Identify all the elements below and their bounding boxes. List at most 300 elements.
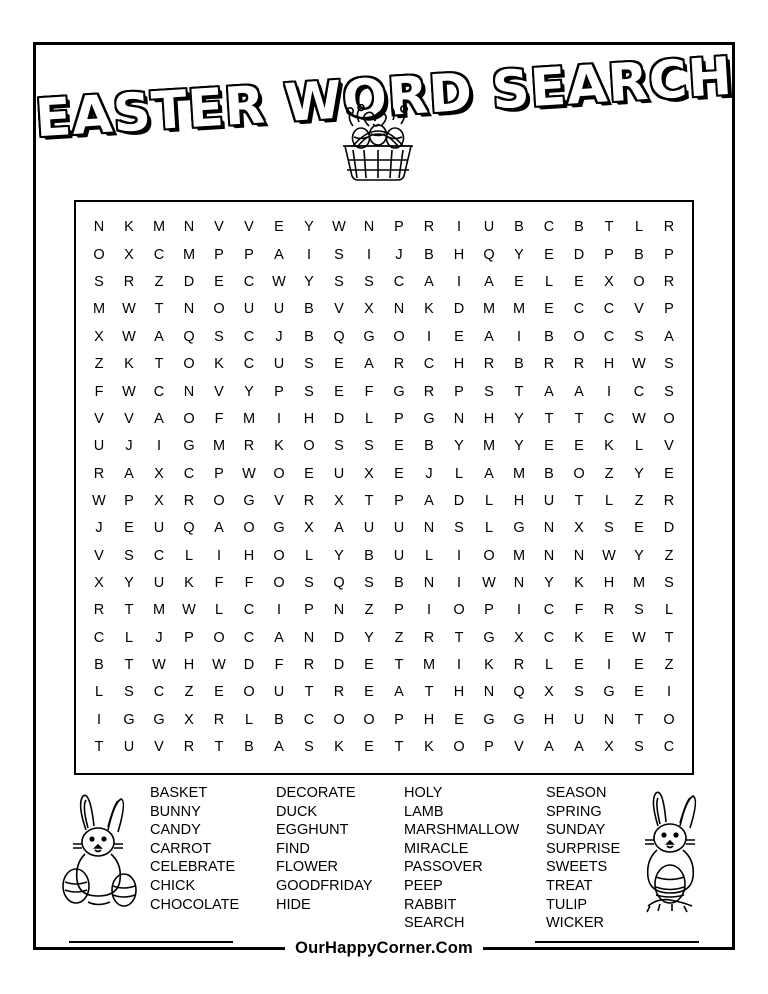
- grid-letter[interactable]: L: [544, 657, 554, 674]
- grid-letter[interactable]: M: [512, 465, 526, 482]
- grid-letter[interactable]: U: [333, 465, 345, 482]
- word-list-item[interactable]: WICKER: [546, 915, 604, 932]
- grid-letter[interactable]: O: [573, 465, 585, 482]
- word-list-item[interactable]: FLOWER: [276, 859, 339, 876]
- grid-letter[interactable]: K: [124, 356, 134, 373]
- word-list-item[interactable]: MARSHMALLOW: [404, 822, 520, 839]
- grid-letter[interactable]: M: [152, 219, 166, 236]
- word-list-item[interactable]: TREAT: [546, 877, 593, 894]
- grid-letter[interactable]: S: [214, 328, 224, 345]
- grid-letter[interactable]: R: [123, 274, 135, 291]
- grid-letter[interactable]: E: [334, 356, 344, 373]
- grid-letter[interactable]: P: [604, 246, 614, 263]
- grid-letter[interactable]: W: [632, 629, 646, 646]
- grid-letter[interactable]: N: [363, 219, 375, 236]
- grid-letter[interactable]: S: [604, 520, 614, 537]
- grid-letter[interactable]: T: [124, 657, 134, 674]
- grid-letter[interactable]: G: [483, 711, 495, 728]
- grid-letter[interactable]: Z: [634, 492, 644, 509]
- grid-letter[interactable]: Z: [394, 629, 404, 646]
- grid-letter[interactable]: E: [124, 520, 134, 537]
- grid-letter[interactable]: A: [274, 739, 284, 756]
- grid-letter[interactable]: E: [574, 657, 584, 674]
- grid-letter[interactable]: Q: [513, 684, 525, 701]
- grid-letter[interactable]: J: [125, 438, 133, 455]
- grid-letter[interactable]: I: [666, 684, 672, 701]
- grid-letter[interactable]: C: [573, 301, 585, 318]
- grid-letter[interactable]: L: [304, 547, 314, 564]
- grid-letter[interactable]: A: [664, 328, 674, 345]
- grid-letter[interactable]: A: [484, 328, 494, 345]
- grid-letter[interactable]: U: [273, 301, 285, 318]
- grid-letter[interactable]: Y: [544, 574, 554, 591]
- grid-letter[interactable]: W: [122, 301, 136, 318]
- grid-letter[interactable]: E: [274, 219, 284, 236]
- word-list-item[interactable]: CARROT: [150, 840, 212, 857]
- grid-letter[interactable]: C: [153, 547, 165, 564]
- grid-letter[interactable]: X: [544, 684, 554, 701]
- grid-letter[interactable]: Y: [304, 219, 314, 236]
- grid-letter[interactable]: O: [183, 410, 195, 427]
- grid-letter[interactable]: S: [364, 574, 374, 591]
- grid-letter[interactable]: P: [664, 301, 674, 318]
- word-list-item[interactable]: SEASON: [546, 785, 607, 801]
- grid-letter[interactable]: A: [154, 328, 164, 345]
- grid-letter[interactable]: Y: [244, 383, 254, 400]
- grid-letter[interactable]: S: [304, 574, 314, 591]
- grid-letter[interactable]: Y: [454, 438, 464, 455]
- grid-letter[interactable]: U: [243, 301, 255, 318]
- grid-letter[interactable]: N: [483, 684, 495, 701]
- grid-letter[interactable]: I: [156, 438, 162, 455]
- grid-letter[interactable]: E: [544, 301, 554, 318]
- grid-letter[interactable]: L: [664, 602, 674, 619]
- grid-letter[interactable]: J: [425, 465, 433, 482]
- grid-letter[interactable]: M: [422, 657, 436, 674]
- grid-letter[interactable]: S: [304, 356, 314, 373]
- grid-letter[interactable]: F: [244, 574, 254, 591]
- grid-letter[interactable]: C: [153, 383, 165, 400]
- grid-letter[interactable]: N: [543, 520, 555, 537]
- grid-letter[interactable]: I: [426, 602, 432, 619]
- grid-letter[interactable]: T: [634, 711, 644, 728]
- grid-letter[interactable]: K: [484, 657, 494, 674]
- grid-letter[interactable]: O: [393, 328, 405, 345]
- grid-letter[interactable]: V: [94, 547, 104, 564]
- grid-letter[interactable]: U: [483, 219, 495, 236]
- grid-letter[interactable]: U: [273, 684, 285, 701]
- grid-letter[interactable]: O: [363, 711, 375, 728]
- grid-letter[interactable]: L: [184, 547, 194, 564]
- grid-letter[interactable]: C: [423, 356, 435, 373]
- grid-letter[interactable]: T: [154, 301, 164, 318]
- word-list-item[interactable]: SWEETS: [546, 859, 608, 876]
- grid-letter[interactable]: R: [663, 274, 675, 291]
- grid-letter[interactable]: O: [213, 301, 225, 318]
- grid-letter[interactable]: G: [363, 328, 375, 345]
- grid-letter[interactable]: P: [214, 465, 224, 482]
- grid-letter[interactable]: T: [544, 410, 554, 427]
- grid-letter[interactable]: S: [94, 274, 104, 291]
- grid-letter[interactable]: I: [456, 274, 462, 291]
- grid-letter[interactable]: Z: [154, 274, 164, 291]
- grid-letter[interactable]: I: [276, 410, 282, 427]
- grid-letter[interactable]: H: [453, 246, 465, 263]
- grid-letter[interactable]: T: [364, 492, 374, 509]
- grid-letter[interactable]: R: [573, 356, 585, 373]
- grid-letter[interactable]: V: [274, 492, 284, 509]
- grid-letter[interactable]: U: [393, 520, 405, 537]
- grid-letter[interactable]: D: [573, 246, 585, 263]
- grid-letter[interactable]: C: [243, 328, 255, 345]
- grid-letter[interactable]: L: [454, 465, 464, 482]
- grid-letter[interactable]: M: [242, 410, 256, 427]
- grid-letter[interactable]: O: [213, 492, 225, 509]
- grid-letter[interactable]: U: [573, 711, 585, 728]
- grid-letter[interactable]: S: [124, 684, 134, 701]
- grid-letter[interactable]: W: [152, 657, 166, 674]
- grid-letter[interactable]: Z: [664, 547, 674, 564]
- grid-letter[interactable]: Y: [514, 410, 524, 427]
- grid-letter[interactable]: N: [183, 383, 195, 400]
- grid-letter[interactable]: O: [633, 274, 645, 291]
- grid-letter[interactable]: G: [483, 629, 495, 646]
- grid-letter[interactable]: S: [664, 356, 674, 373]
- grid-letter[interactable]: B: [304, 301, 314, 318]
- grid-letter[interactable]: I: [606, 657, 612, 674]
- grid-letter[interactable]: G: [513, 711, 525, 728]
- grid-letter[interactable]: E: [214, 274, 224, 291]
- grid-letter[interactable]: H: [603, 356, 615, 373]
- grid-letter[interactable]: S: [304, 739, 314, 756]
- grid-letter[interactable]: X: [334, 492, 344, 509]
- grid-letter[interactable]: C: [93, 629, 105, 646]
- grid-letter[interactable]: D: [333, 410, 345, 427]
- grid-letter[interactable]: N: [543, 547, 555, 564]
- grid-letter[interactable]: L: [634, 219, 644, 236]
- grid-letter[interactable]: D: [453, 301, 465, 318]
- grid-letter[interactable]: N: [513, 574, 525, 591]
- grid-letter[interactable]: C: [603, 301, 615, 318]
- grid-letter[interactable]: I: [306, 246, 312, 263]
- grid-letter[interactable]: E: [334, 383, 344, 400]
- grid-letter[interactable]: D: [453, 492, 465, 509]
- grid-letter[interactable]: E: [634, 684, 644, 701]
- grid-letter[interactable]: M: [482, 438, 496, 455]
- grid-letter[interactable]: H: [243, 547, 255, 564]
- grid-letter[interactable]: H: [453, 684, 465, 701]
- grid-letter[interactable]: E: [364, 684, 374, 701]
- grid-letter[interactable]: M: [632, 574, 646, 591]
- grid-letter[interactable]: C: [603, 328, 615, 345]
- grid-letter[interactable]: X: [514, 629, 524, 646]
- grid-letter[interactable]: B: [304, 328, 314, 345]
- grid-letter[interactable]: A: [544, 739, 554, 756]
- grid-letter[interactable]: M: [212, 438, 226, 455]
- grid-letter[interactable]: C: [243, 274, 255, 291]
- grid-letter[interactable]: N: [93, 219, 105, 236]
- grid-letter[interactable]: K: [124, 219, 134, 236]
- grid-letter[interactable]: S: [664, 574, 674, 591]
- grid-letter[interactable]: V: [664, 438, 674, 455]
- grid-letter[interactable]: U: [273, 356, 285, 373]
- grid-letter[interactable]: I: [516, 328, 522, 345]
- grid-letter[interactable]: R: [423, 219, 435, 236]
- grid-letter[interactable]: S: [124, 547, 134, 564]
- grid-letter[interactable]: W: [92, 492, 106, 509]
- grid-letter[interactable]: P: [304, 602, 314, 619]
- grid-letter[interactable]: T: [664, 629, 674, 646]
- grid-letter[interactable]: H: [603, 574, 615, 591]
- grid-letter[interactable]: B: [514, 219, 524, 236]
- grid-letter[interactable]: K: [184, 574, 194, 591]
- grid-letter[interactable]: A: [424, 492, 434, 509]
- word-list-item[interactable]: LAMB: [404, 803, 444, 820]
- grid-letter[interactable]: P: [184, 629, 194, 646]
- grid-letter[interactable]: I: [276, 602, 282, 619]
- grid-letter[interactable]: Z: [604, 465, 614, 482]
- grid-letter[interactable]: V: [634, 301, 644, 318]
- grid-letter[interactable]: G: [153, 711, 165, 728]
- grid-letter[interactable]: F: [214, 410, 224, 427]
- grid-letter[interactable]: O: [243, 684, 255, 701]
- grid-letter[interactable]: I: [456, 657, 462, 674]
- grid-letter[interactable]: L: [484, 520, 494, 537]
- grid-letter[interactable]: Z: [184, 684, 194, 701]
- grid-letter[interactable]: L: [484, 492, 494, 509]
- grid-letter[interactable]: C: [183, 465, 195, 482]
- grid-letter[interactable]: W: [122, 328, 136, 345]
- grid-letter[interactable]: U: [393, 547, 405, 564]
- grid-letter[interactable]: B: [514, 356, 524, 373]
- grid-letter[interactable]: C: [393, 274, 405, 291]
- grid-letter[interactable]: W: [182, 602, 196, 619]
- word-list-item[interactable]: SUNDAY: [546, 822, 606, 839]
- grid-letter[interactable]: N: [573, 547, 585, 564]
- grid-letter[interactable]: H: [453, 356, 465, 373]
- grid-letter[interactable]: R: [663, 219, 675, 236]
- grid-letter[interactable]: N: [183, 301, 195, 318]
- grid-letter[interactable]: A: [484, 465, 494, 482]
- grid-letter[interactable]: B: [364, 547, 374, 564]
- grid-letter[interactable]: S: [334, 274, 344, 291]
- grid-letter[interactable]: X: [154, 492, 164, 509]
- grid-letter[interactable]: L: [634, 438, 644, 455]
- grid-letter[interactable]: L: [544, 274, 554, 291]
- grid-letter[interactable]: C: [543, 629, 555, 646]
- grid-letter[interactable]: G: [243, 492, 255, 509]
- grid-letter[interactable]: T: [424, 684, 434, 701]
- grid-letter[interactable]: P: [394, 711, 404, 728]
- grid-letter[interactable]: T: [454, 629, 464, 646]
- grid-letter[interactable]: O: [663, 410, 675, 427]
- grid-letter[interactable]: G: [423, 410, 435, 427]
- grid-letter[interactable]: D: [243, 657, 255, 674]
- grid-letter[interactable]: I: [456, 547, 462, 564]
- grid-letter[interactable]: S: [454, 520, 464, 537]
- grid-letter[interactable]: P: [394, 410, 404, 427]
- grid-letter[interactable]: N: [423, 574, 435, 591]
- grid-letter[interactable]: P: [274, 383, 284, 400]
- grid-letter[interactable]: Q: [333, 574, 345, 591]
- grid-letter[interactable]: K: [334, 739, 344, 756]
- grid-letter[interactable]: A: [574, 739, 584, 756]
- grid-letter[interactable]: L: [214, 602, 224, 619]
- grid-letter[interactable]: K: [274, 438, 284, 455]
- grid-letter[interactable]: T: [124, 602, 134, 619]
- grid-letter[interactable]: L: [364, 410, 374, 427]
- grid-letter[interactable]: S: [334, 246, 344, 263]
- grid-letter[interactable]: R: [663, 492, 675, 509]
- grid-letter[interactable]: V: [94, 410, 104, 427]
- grid-letter[interactable]: X: [94, 574, 104, 591]
- grid-letter[interactable]: Y: [634, 465, 644, 482]
- grid-letter[interactable]: T: [214, 739, 224, 756]
- grid-letter[interactable]: R: [423, 383, 435, 400]
- grid-letter[interactable]: E: [454, 711, 464, 728]
- grid-letter[interactable]: B: [634, 246, 644, 263]
- grid-letter[interactable]: S: [574, 684, 584, 701]
- grid-letter[interactable]: H: [513, 492, 525, 509]
- grid-letter[interactable]: C: [663, 739, 675, 756]
- grid-letter[interactable]: A: [394, 684, 404, 701]
- grid-letter[interactable]: C: [243, 356, 255, 373]
- word-list-item[interactable]: CELEBRATE: [150, 859, 236, 876]
- grid-letter[interactable]: E: [664, 465, 674, 482]
- grid-letter[interactable]: B: [424, 438, 434, 455]
- grid-letter[interactable]: M: [182, 246, 196, 263]
- grid-letter[interactable]: T: [304, 684, 314, 701]
- grid-letter[interactable]: Z: [364, 602, 374, 619]
- word-list-item[interactable]: HOLY: [404, 785, 443, 801]
- grid-letter[interactable]: E: [394, 465, 404, 482]
- grid-letter[interactable]: R: [603, 602, 615, 619]
- grid-letter[interactable]: Y: [124, 574, 134, 591]
- grid-letter[interactable]: I: [516, 602, 522, 619]
- grid-letter[interactable]: S: [364, 274, 374, 291]
- grid-letter[interactable]: X: [154, 465, 164, 482]
- grid-letter[interactable]: E: [604, 629, 614, 646]
- grid-letter[interactable]: E: [514, 274, 524, 291]
- grid-letter[interactable]: R: [213, 711, 225, 728]
- word-list-item[interactable]: SEARCH: [404, 915, 465, 932]
- grid-letter[interactable]: R: [543, 356, 555, 373]
- grid-letter[interactable]: L: [424, 547, 434, 564]
- grid-letter[interactable]: K: [424, 301, 434, 318]
- grid-letter[interactable]: I: [96, 711, 102, 728]
- word-list-item[interactable]: CANDY: [150, 822, 201, 839]
- grid-letter[interactable]: H: [423, 711, 435, 728]
- grid-letter[interactable]: F: [574, 602, 584, 619]
- grid-letter[interactable]: D: [333, 657, 345, 674]
- grid-letter[interactable]: B: [544, 465, 554, 482]
- grid-letter[interactable]: Y: [634, 547, 644, 564]
- grid-letter[interactable]: H: [183, 657, 195, 674]
- grid-letter[interactable]: P: [124, 492, 134, 509]
- grid-letter[interactable]: E: [574, 274, 584, 291]
- grid-letter[interactable]: B: [244, 739, 254, 756]
- grid-letter[interactable]: W: [482, 574, 496, 591]
- grid-letter[interactable]: H: [483, 410, 495, 427]
- grid-letter[interactable]: Y: [514, 246, 524, 263]
- grid-letter[interactable]: A: [334, 520, 344, 537]
- grid-letter[interactable]: R: [483, 356, 495, 373]
- word-list-item[interactable]: PEEP: [404, 877, 443, 894]
- grid-letter[interactable]: J: [155, 629, 163, 646]
- grid-letter[interactable]: V: [214, 219, 224, 236]
- grid-letter[interactable]: P: [244, 246, 254, 263]
- grid-letter[interactable]: R: [93, 465, 105, 482]
- grid-letter[interactable]: E: [544, 438, 554, 455]
- grid-letter[interactable]: U: [93, 438, 105, 455]
- grid-letter[interactable]: S: [304, 383, 314, 400]
- grid-letter[interactable]: R: [303, 657, 315, 674]
- grid-letter[interactable]: G: [273, 520, 285, 537]
- grid-letter[interactable]: R: [303, 492, 315, 509]
- grid-letter[interactable]: K: [424, 739, 434, 756]
- grid-letter[interactable]: T: [154, 356, 164, 373]
- grid-letter[interactable]: E: [634, 520, 644, 537]
- grid-letter[interactable]: W: [602, 547, 616, 564]
- grid-letter[interactable]: X: [124, 246, 134, 263]
- grid-letter[interactable]: V: [154, 739, 164, 756]
- grid-letter[interactable]: W: [272, 274, 286, 291]
- grid-letter[interactable]: T: [94, 739, 104, 756]
- grid-letter[interactable]: B: [274, 711, 284, 728]
- word-list-item[interactable]: SURPRISE: [546, 840, 621, 857]
- grid-letter[interactable]: S: [334, 438, 344, 455]
- grid-letter[interactable]: E: [364, 739, 374, 756]
- grid-letter[interactable]: H: [543, 711, 555, 728]
- grid-letter[interactable]: L: [244, 711, 254, 728]
- grid-letter[interactable]: G: [603, 684, 615, 701]
- grid-letter[interactable]: D: [663, 520, 675, 537]
- grid-letter[interactable]: Z: [94, 356, 104, 373]
- grid-letter[interactable]: A: [274, 246, 284, 263]
- grid-letter[interactable]: P: [394, 219, 404, 236]
- grid-letter[interactable]: O: [303, 438, 315, 455]
- grid-letter[interactable]: X: [574, 520, 584, 537]
- grid-letter[interactable]: P: [484, 602, 494, 619]
- grid-letter[interactable]: A: [124, 465, 134, 482]
- grid-letter[interactable]: R: [93, 602, 105, 619]
- grid-letter[interactable]: E: [634, 657, 644, 674]
- grid-letter[interactable]: P: [394, 602, 404, 619]
- grid-letter[interactable]: A: [574, 383, 584, 400]
- grid-letter[interactable]: N: [423, 520, 435, 537]
- grid-letter[interactable]: X: [304, 520, 314, 537]
- grid-letter[interactable]: O: [663, 711, 675, 728]
- grid-letter[interactable]: F: [274, 657, 284, 674]
- grid-letter[interactable]: T: [394, 739, 404, 756]
- grid-letter[interactable]: W: [632, 356, 646, 373]
- grid-letter[interactable]: O: [93, 246, 105, 263]
- grid-letter[interactable]: V: [244, 219, 254, 236]
- grid-letter[interactable]: T: [514, 383, 524, 400]
- grid-letter[interactable]: B: [394, 574, 404, 591]
- grid-letter[interactable]: N: [303, 629, 315, 646]
- grid-letter[interactable]: W: [212, 657, 226, 674]
- word-list-item[interactable]: DECORATE: [276, 785, 356, 801]
- grid-letter[interactable]: W: [632, 410, 646, 427]
- word-list-item[interactable]: FIND: [276, 840, 310, 857]
- grid-letter[interactable]: N: [453, 410, 465, 427]
- grid-letter[interactable]: S: [634, 739, 644, 756]
- grid-letter[interactable]: X: [604, 274, 614, 291]
- word-list-item[interactable]: TULIP: [546, 896, 588, 913]
- grid-letter[interactable]: C: [243, 602, 255, 619]
- grid-letter[interactable]: K: [574, 629, 584, 646]
